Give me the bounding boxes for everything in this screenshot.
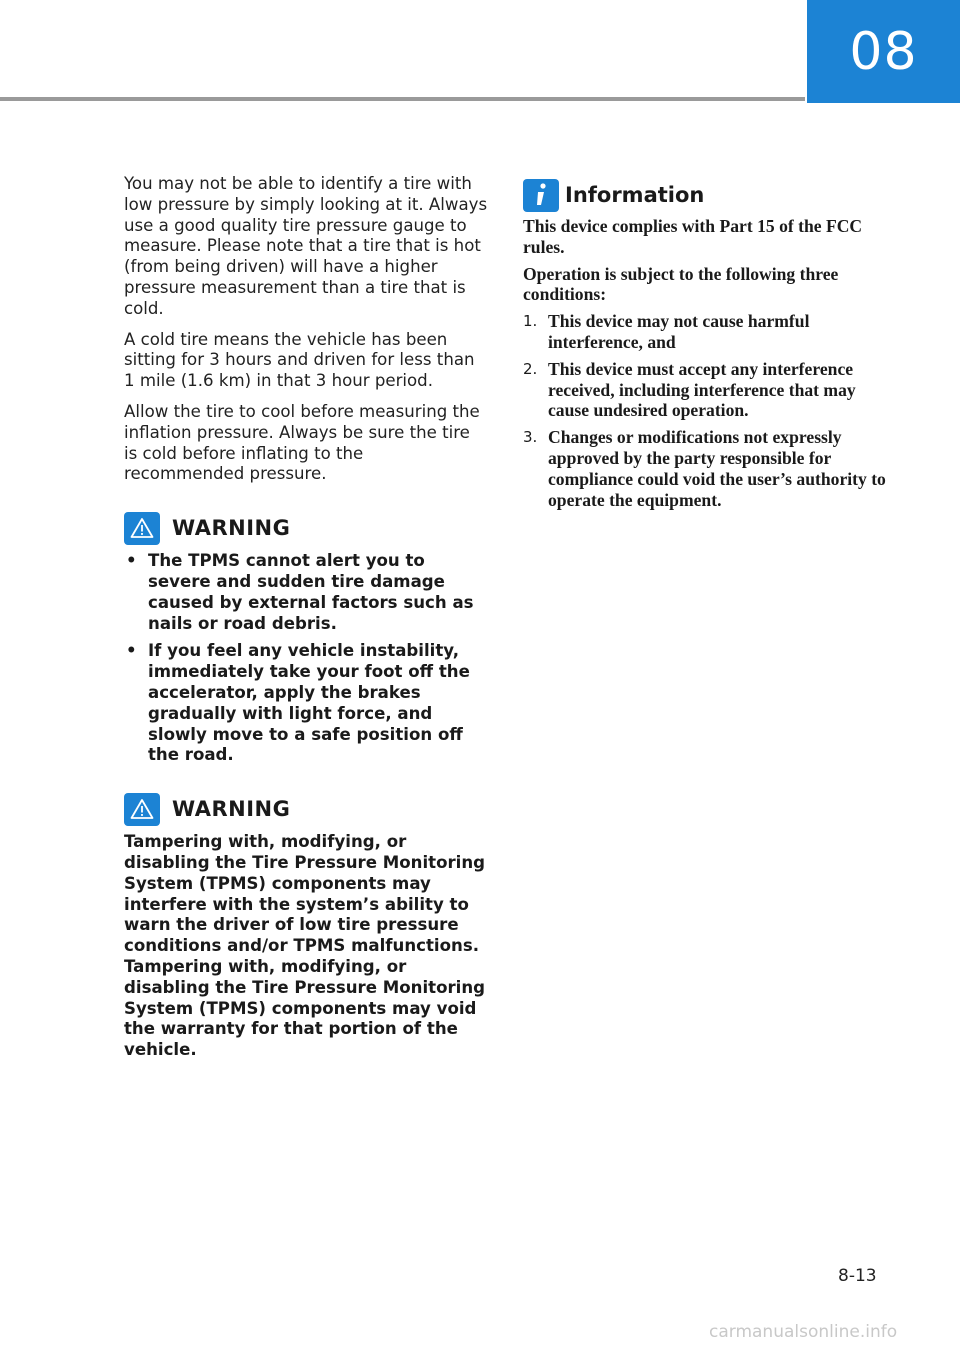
body-paragraph: Allow the tire to cool before measuring the inflation pressure. Always be sure the tire is cold before inflating to the recommended pressure. [124, 401, 480, 484]
info-header [523, 178, 888, 212]
page-number: 8-13 [838, 1266, 877, 1286]
list-number: 2. [523, 359, 538, 378]
info-numbered-list [523, 311, 888, 510]
warning-icon [124, 793, 160, 826]
warning-bullet-list [124, 551, 488, 766]
list-item [523, 359, 888, 421]
warning-box-1 [124, 511, 488, 766]
list-number: 3. [523, 428, 538, 447]
info-paragraph: This device complies with Part 15 of the FCC rules. [523, 216, 863, 257]
bullet-text: If you feel any vehicle instability, immediately take your foot off the accelerator, apply the brakes gradually with light force, and slowly move to a safe position off the road. [148, 641, 470, 765]
right-column [523, 178, 888, 516]
list-number: 1. [523, 312, 538, 331]
chapter-number: 08 [849, 21, 918, 82]
body-paragraph: You may not be able to identify a tire with low pressure by simply looking at it. Always use a good quality tire pressure gauge to measure. Please note that a tire that is hot (from being driven) will have a higher pressure measurement than a tire that is cold. [124, 174, 488, 318]
bullet-icon: • [126, 551, 137, 571]
left-column [124, 174, 488, 1061]
warning-header [124, 511, 488, 545]
list-text: Changes or modifications not expressly approved by the party responsible for compliance could void the user’s authority to operate the equipment. [548, 427, 886, 510]
list-item [124, 641, 488, 766]
info-title: Information [565, 183, 705, 207]
info-icon [523, 179, 559, 212]
list-text: This device must accept any interference received, including interference that may cause undesired operation. [548, 358, 856, 421]
bullet-icon: • [126, 641, 137, 661]
watermark: carmanualsonline.info [709, 1322, 898, 1342]
warning-icon [124, 512, 160, 545]
list-item [523, 311, 888, 353]
warning-header [124, 792, 488, 826]
header-rule [0, 97, 805, 101]
warning-title: WARNING [172, 797, 291, 822]
bullet-text: The TPMS cannot alert you to severe and sudden tire damage caused by external factors such as nails or road debris. [148, 551, 474, 633]
info-paragraph: Operation is subject to the following three conditions: [523, 263, 839, 305]
warning-box-2 [124, 792, 488, 1061]
chapter-tab [807, 0, 960, 103]
warning-title: WARNING [172, 516, 291, 541]
list-text: This device may not cause harmful interference, and [548, 311, 810, 352]
body-paragraph: A cold tire means the vehicle has been sitting for 3 hours and driven for less than 1 mile (1.6 km) in that 3 hour period. [124, 329, 475, 391]
list-item [523, 427, 888, 510]
warning-text: Tampering with, modifying, or disabling the Tire Pressure Monitoring System (TPMS) components may interfere with the system’s ability to warn the driver of low tire pressure conditions and/or TPMS malfunctions. Tampering with, modifying, or disabling the Tire Pressure Monitoring System (TPMS) components may void the warranty for that portion of the vehicle. [124, 832, 486, 1060]
list-item [124, 551, 488, 634]
